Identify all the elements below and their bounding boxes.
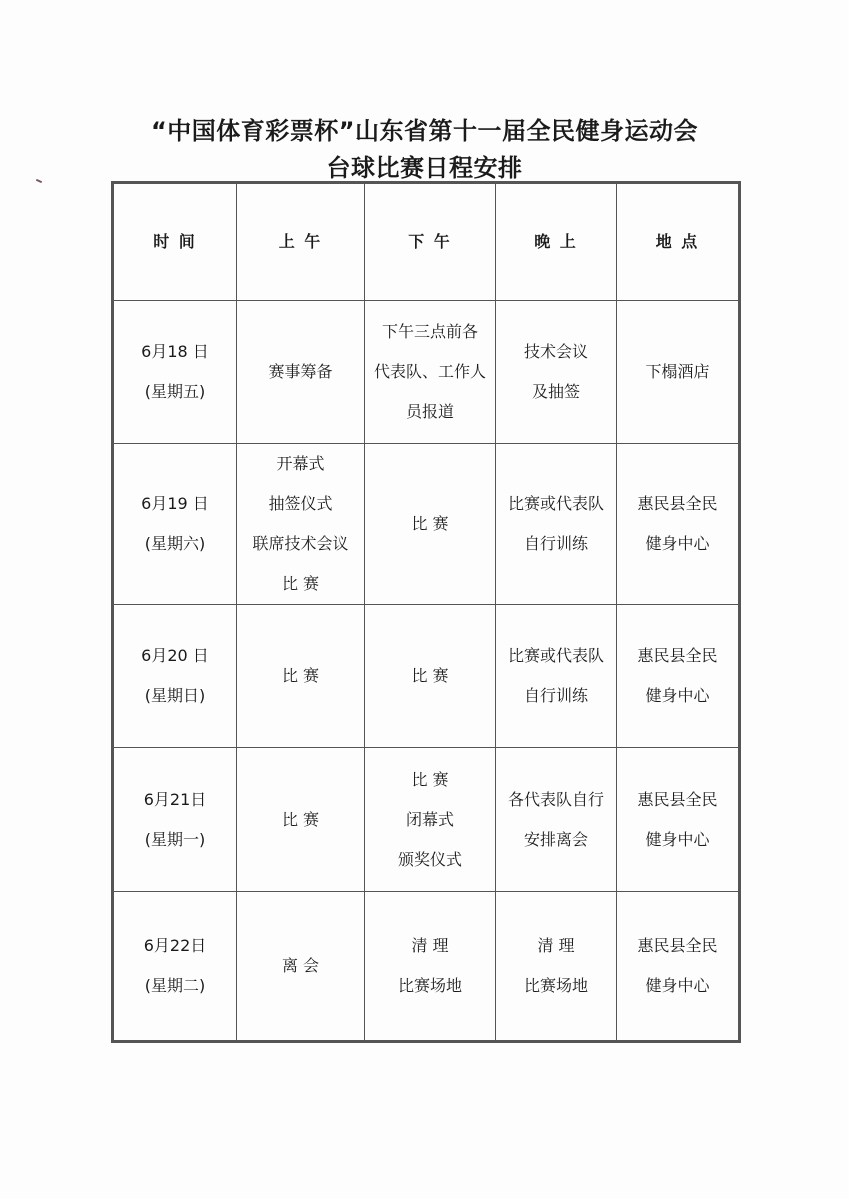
cell-location-line: 惠民县全民 — [637, 789, 718, 809]
cell-morning — [237, 892, 365, 1042]
cell-evening-line: 自行训练 — [523, 534, 588, 553]
cell-afternoon — [365, 605, 496, 748]
table-row — [113, 301, 740, 444]
cell-time — [113, 605, 237, 748]
header-afternoon: 下 午 — [365, 183, 496, 301]
cell-time-line: (星期一) — [144, 829, 206, 849]
cell-time — [113, 892, 237, 1042]
cell-time-line: 6月19 日 — [141, 494, 209, 513]
schedule-table — [111, 181, 741, 1043]
cell-evening-line: 自行训练 — [523, 686, 588, 705]
table-header-row — [113, 183, 740, 301]
table-row — [113, 444, 740, 605]
cell-evening-line: 清 理 — [537, 936, 575, 955]
cell-afternoon-line: 比 赛 — [411, 514, 449, 533]
cell-afternoon — [365, 748, 496, 892]
table-row — [113, 605, 740, 748]
cell-morning-line: 开幕式 — [276, 454, 325, 473]
cell-afternoon — [365, 892, 496, 1042]
schedule-body — [113, 301, 740, 1042]
header-morning: 上 午 — [237, 183, 365, 301]
cell-evening-line: 比赛或代表队 — [507, 646, 604, 665]
cell-afternoon — [365, 301, 496, 444]
cell-time-line: 6月18 日 — [141, 342, 209, 361]
header-evening: 晚 上 — [496, 183, 617, 301]
cell-time-line: (星期六) — [144, 534, 206, 553]
cell-location — [617, 605, 740, 748]
cell-morning — [237, 605, 365, 748]
cell-evening-line: 技术会议 — [523, 342, 588, 361]
cell-morning — [237, 301, 365, 444]
cell-location-line: 健身中心 — [645, 534, 710, 553]
cell-location-line: 惠民县全民 — [637, 936, 718, 955]
cell-location — [617, 301, 740, 444]
cell-morning — [237, 444, 365, 605]
cell-afternoon-line: 员报道 — [405, 402, 454, 421]
cell-evening — [496, 301, 617, 444]
cell-location-line: 下榻酒店 — [645, 362, 710, 381]
cell-location-line: 惠民县全民 — [637, 646, 718, 665]
document-title-line2: 台球比赛日程安排 — [326, 154, 523, 182]
cell-time-line: (星期五) — [144, 382, 206, 401]
header-time: 时 间 — [113, 183, 237, 301]
cell-morning-line: 抽签仪式 — [268, 494, 333, 513]
cell-location — [617, 444, 740, 605]
cell-evening — [496, 748, 617, 892]
header-location: 地 点 — [617, 183, 740, 301]
cell-afternoon — [365, 444, 496, 605]
cell-location — [617, 892, 740, 1042]
cell-afternoon-line: 代表队、工作人 — [373, 362, 486, 381]
cell-time-line: (星期日) — [144, 686, 206, 705]
cell-location — [617, 748, 740, 892]
cell-time-line: (星期二) — [144, 976, 206, 995]
cell-time — [113, 748, 237, 892]
cell-location-line: 健身中心 — [645, 686, 710, 705]
table-row — [113, 748, 740, 892]
cell-afternoon-line: 清 理 — [411, 936, 449, 955]
document-title-line1: “中国体育彩票杯”山东省第十一届全民健身运动会 — [150, 117, 699, 145]
cell-location-line: 健身中心 — [645, 829, 710, 849]
cell-afternoon-line: 比 赛 — [411, 769, 449, 789]
cell-morning-line: 比 赛 — [281, 809, 320, 829]
cell-time-line: 6月21日 — [143, 789, 207, 809]
cell-afternoon-line: 颁奖仪式 — [397, 849, 462, 869]
cell-time-line: 6月22日 — [143, 936, 207, 955]
cell-evening-line: 及抽签 — [531, 382, 580, 401]
cell-evening — [496, 892, 617, 1042]
cell-time — [113, 301, 237, 444]
cell-time-line: 6月20 日 — [141, 646, 209, 665]
cell-afternoon-line: 比赛场地 — [397, 976, 462, 995]
cell-evening-line: 比赛场地 — [523, 976, 588, 995]
cell-evening-line: 比赛或代表队 — [507, 494, 604, 513]
cell-location-line: 惠民县全民 — [637, 494, 718, 513]
cell-afternoon-line: 下午三点前各 — [381, 322, 478, 341]
table-row — [113, 892, 740, 1042]
cell-morning-line: 离 会 — [281, 956, 320, 975]
cell-evening-line: 安排离会 — [523, 829, 588, 849]
cell-afternoon-line: 比 赛 — [411, 666, 449, 685]
cell-morning-line: 联席技术会议 — [252, 534, 349, 553]
cell-location-line: 健身中心 — [645, 976, 710, 995]
cell-morning — [237, 748, 365, 892]
cell-morning-line: 比 赛 — [281, 666, 320, 685]
cell-morning-line: 赛事筹备 — [268, 362, 333, 381]
cell-evening-line: 各代表队自行 — [507, 789, 604, 809]
cell-afternoon-line: 闭幕式 — [405, 809, 454, 829]
cell-morning-line: 比 赛 — [281, 574, 320, 593]
cell-evening — [496, 444, 617, 605]
cell-evening — [496, 605, 617, 748]
cell-time — [113, 444, 237, 605]
